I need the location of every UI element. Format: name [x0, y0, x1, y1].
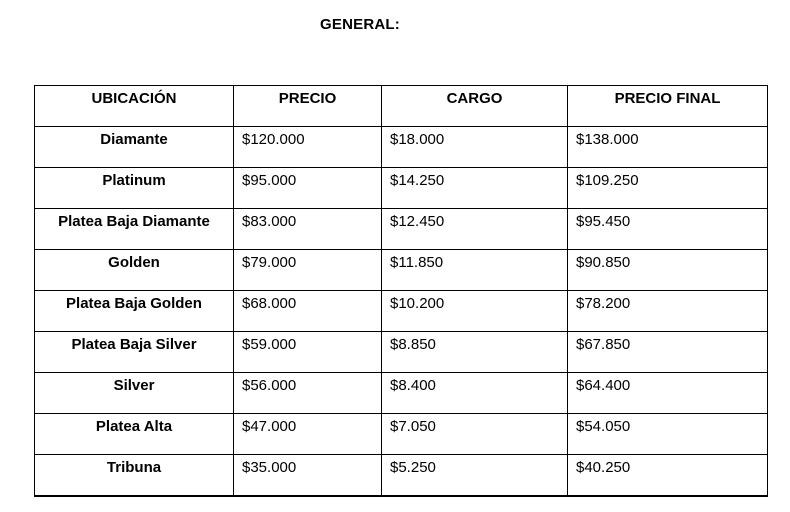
table-header-row — [35, 86, 768, 127]
cell-cargo: $11.850 — [382, 250, 568, 291]
cell-ubicacion: Platea Alta — [35, 414, 234, 455]
header-precio-final: PRECIO FINAL — [568, 86, 768, 127]
header-ubicacion: UBICACIÓN — [35, 86, 234, 127]
cell-cargo: $10.200 — [382, 291, 568, 332]
table-row — [35, 291, 768, 332]
table-row — [35, 332, 768, 373]
cell-ubicacion: Platea Baja Silver — [35, 332, 234, 373]
cell-precio-final: $109.250 — [568, 168, 768, 209]
cell-ubicacion: Platea Baja Golden — [35, 291, 234, 332]
table-row — [35, 250, 768, 291]
cell-cargo: $14.250 — [382, 168, 568, 209]
cell-precio-final: $54.050 — [568, 414, 768, 455]
cell-precio: $95.000 — [234, 168, 382, 209]
cell-precio-final: $138.000 — [568, 127, 768, 168]
cell-ubicacion: Golden — [35, 250, 234, 291]
cell-precio: $68.000 — [234, 291, 382, 332]
cell-precio: $83.000 — [234, 209, 382, 250]
cell-precio: $79.000 — [234, 250, 382, 291]
cell-ubicacion: Platea Baja Diamante — [35, 209, 234, 250]
cell-cargo: $8.850 — [382, 332, 568, 373]
table-row — [35, 209, 768, 250]
cell-precio: $35.000 — [234, 455, 382, 497]
cell-precio-final: $78.200 — [568, 291, 768, 332]
table-row — [35, 168, 768, 209]
cell-ubicacion: Silver — [35, 373, 234, 414]
cell-cargo: $5.250 — [382, 455, 568, 497]
cell-precio-final: $90.850 — [568, 250, 768, 291]
cell-cargo: $7.050 — [382, 414, 568, 455]
cell-ubicacion: Platinum — [35, 168, 234, 209]
cell-ubicacion: Diamante — [35, 127, 234, 168]
table-row — [35, 373, 768, 414]
page-title: GENERAL: — [320, 16, 400, 33]
cell-ubicacion: Tribuna — [35, 455, 234, 497]
table-row — [35, 414, 768, 455]
cell-precio: $120.000 — [234, 127, 382, 168]
header-precio: PRECIO — [234, 86, 382, 127]
cell-precio: $56.000 — [234, 373, 382, 414]
cell-precio-final: $95.450 — [568, 209, 768, 250]
header-cargo: CARGO — [382, 86, 568, 127]
table-row — [35, 455, 768, 497]
cell-cargo: $12.450 — [382, 209, 568, 250]
cell-precio: $47.000 — [234, 414, 382, 455]
cell-precio-final: $67.850 — [568, 332, 768, 373]
cell-precio-final: $64.400 — [568, 373, 768, 414]
cell-precio: $59.000 — [234, 332, 382, 373]
cell-cargo: $18.000 — [382, 127, 568, 168]
table-row — [35, 127, 768, 168]
cell-precio-final: $40.250 — [568, 455, 768, 497]
cell-cargo: $8.400 — [382, 373, 568, 414]
price-table — [34, 85, 768, 497]
